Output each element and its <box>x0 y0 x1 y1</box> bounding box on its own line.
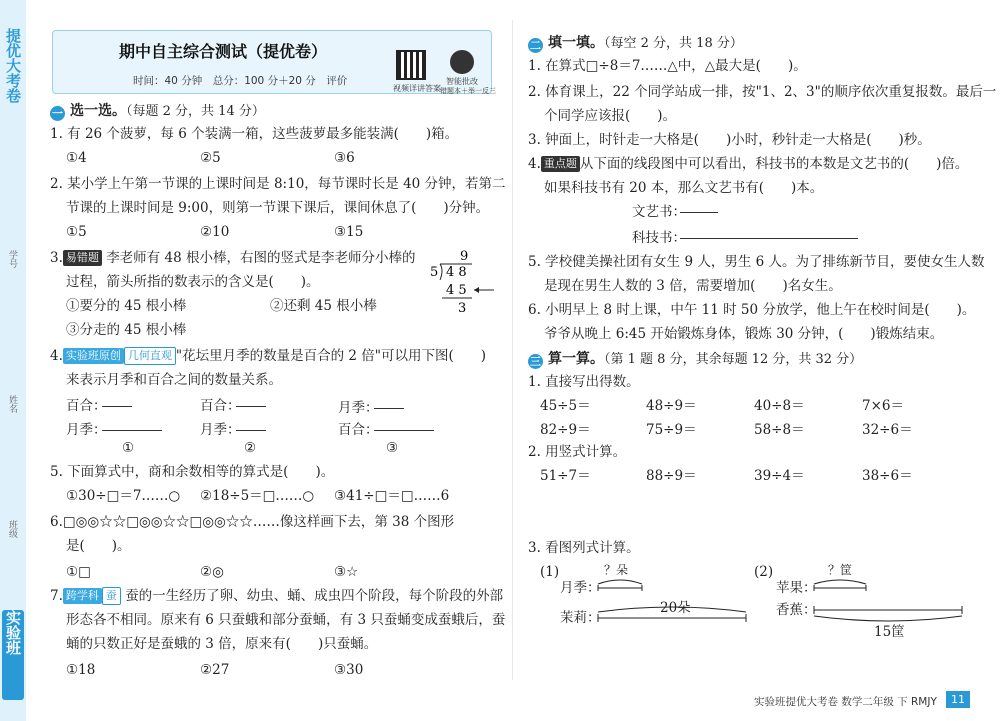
page-divider <box>512 20 513 680</box>
s1-q4-b-label2: 月季： <box>200 422 241 438</box>
s1-q4-c-label2: 百合： <box>338 422 379 438</box>
s3-p1-label-b: 茉莉： <box>560 610 601 626</box>
s1-q2-line2: 节课的上课时间是 9:00，则第一节课下课后，课间休息了( )分钟。 <box>66 200 490 216</box>
s3-q1-r1-a: 45÷5＝ <box>540 398 591 414</box>
s3-p1-total: 20朵 <box>660 600 691 616</box>
s1-q6-line1: 6.□◎◎☆☆□◎◎☆☆□◎◎☆☆……像这样画下去，第 38 个图形 <box>50 514 455 530</box>
s1-q5-opt-a: ①30÷□＝7……○ <box>66 488 181 504</box>
silkworm-tag: 蚕 <box>102 587 121 605</box>
s2-q4-bar-a <box>680 212 718 213</box>
qr-code-icon <box>396 50 426 80</box>
s1-q5-opt-b: ②18÷5＝□……○ <box>200 488 315 504</box>
s1-q4-c-label1: 月季： <box>338 400 379 416</box>
s2-q3: 3. 钟面上，时针走一大格是( )小时，秒针走一大格是( )秒。 <box>528 132 931 148</box>
s1-q3-opt-c: ③分走的 45 根小棒 <box>66 322 187 338</box>
s3-q1-r1-d: 7×6＝ <box>862 398 904 414</box>
s1-q4-opt-c: ③ <box>386 440 399 456</box>
s1-q4-a-label2: 月季： <box>66 422 107 438</box>
s3-p1-label-a: 月季： <box>560 580 601 596</box>
s1-q1-opt-c: ③6 <box>334 150 355 166</box>
qr-caption: 视频详讲答案 <box>393 84 441 93</box>
sidebar-brand: 提优大考卷 <box>4 28 22 103</box>
s1-q7-line3: 蛹的只数正好是蚕蛾的 3 倍，原来有( )只蚕蛹。 <box>66 636 378 652</box>
division-quotient: 9 <box>460 249 469 264</box>
s1-q1-opt-b: ②5 <box>200 150 221 166</box>
s1-q4-b-bar1 <box>236 406 266 407</box>
s1-q2-line1: 2. 某小学上午第一节课的上课时间是 8:10，每节课时长是 40 分钟，若第二 <box>50 176 506 192</box>
s1-q4-a-label1: 百合： <box>66 398 107 414</box>
s3-q2-title: 2. 用竖式计算。 <box>528 444 627 460</box>
s3-q1-r2-c: 58÷8＝ <box>754 422 805 438</box>
s1-q6-opt-b: ②◎ <box>200 564 224 580</box>
division-product: 4 5 <box>446 283 467 298</box>
s2-q2-line2: 个同学应该报( )。 <box>544 108 677 124</box>
s3-q2-d: 38÷6＝ <box>862 468 913 484</box>
section-3-icon: 三 <box>530 355 541 368</box>
s1-q1: 1. 有 26 个菠萝，每 6 个装满一箱，这些菠萝最多能装满( )箱。 <box>50 126 459 142</box>
s1-q4-line2: 来表示月季和百合之间的数量关系。 <box>66 372 282 388</box>
s3-p1-unknown: ？朵 <box>604 563 629 577</box>
s3-p2-total: 15筐 <box>874 624 905 640</box>
s3-q1-title: 1. 直接写出得数。 <box>528 374 640 390</box>
s1-q4-a-bar2 <box>102 430 162 431</box>
s2-q4-bar-b <box>680 238 858 239</box>
s3-q1-r1-b: 48÷9＝ <box>646 398 697 414</box>
s1-q3-opt-b: ②还剩 45 根小棒 <box>270 298 377 314</box>
sidebar-field-class: 班级 <box>7 520 17 538</box>
s1-q4-b-bar2 <box>236 430 266 431</box>
s1-q7-line1: 7. 跨学科 蚕 蚕的一生经历了卵、幼虫、蛹、成虫四个阶段，每个阶段的外部 <box>50 588 504 604</box>
s1-q5: 5. 下面算式中，商和余数相等的算式是( )。 <box>50 464 335 480</box>
test-meta: 时间：40 分钟 总分：100 分＋20 分 评价 <box>133 75 348 87</box>
s3-q2-c: 39÷4＝ <box>754 468 805 484</box>
s2-q4-line1: 4. 重点题 从下面的线段图中可以看出，科技书的本数是文艺书的( )倍。 <box>528 156 969 172</box>
s1-q7-opt-b: ②27 <box>200 662 230 678</box>
division-remainder: 3 <box>458 301 467 316</box>
s1-q7-line2: 形态各不相同。原来有 6 只蚕蛾和部分蚕蛹，有 3 只蚕蛹变成蚕蛾后，蚕 <box>66 612 506 628</box>
s1-q6-line2: 是( )。 <box>66 538 131 554</box>
s1-q4-c-bar1 <box>374 408 404 409</box>
s3-p2-num: (2) <box>754 564 774 580</box>
s1-q2-opt-c: ③15 <box>334 224 364 240</box>
section-2-title: 二 填一填。（每空 2 分，共 18 分） <box>530 35 743 52</box>
s3-q3-title: 3. 看图列式计算。 <box>528 540 640 556</box>
s1-q4-opt-a: ① <box>122 440 135 456</box>
s1-q1-opt-a: ①4 <box>66 150 87 166</box>
s2-q6-line1: 6. 小明早上 8 时上课，中午 11 时 50 分放学，他上午在校时间是( )。 <box>528 302 976 318</box>
smart-grading-icon <box>450 50 474 74</box>
original-tag: 实验班原创 <box>63 348 124 364</box>
division-dividend: 4 8 <box>446 265 467 280</box>
key-tag: 重点题 <box>541 156 580 172</box>
s1-q4-line1: 4. 实验班原创 几何直观 "花坛里月季的数量是百合的 2 倍"可以用下图( ) <box>50 348 487 364</box>
s3-p2-unknown: ？筐 <box>828 563 853 577</box>
s3-p2-label-a: 苹果： <box>776 580 817 596</box>
s1-q6-opt-a: ①□ <box>66 564 91 580</box>
sidebar-logo: 实验班 <box>2 610 24 700</box>
s1-q4-b-label1: 百合： <box>200 398 241 414</box>
error-prone-tag: 易错题 <box>63 250 102 266</box>
s2-q4-line2: 如果科技书有 20 本，那么文艺书有( )本。 <box>544 180 824 196</box>
s3-q2-b: 88÷9＝ <box>646 468 697 484</box>
section-2-icon: 二 <box>530 39 541 52</box>
s2-q4-label-b: 科技书： <box>632 230 686 246</box>
cross-subject-tag: 跨学科 <box>63 588 102 604</box>
s1-q7-opt-c: ③30 <box>334 662 364 678</box>
smart-caption: 智能批改 <box>446 77 478 86</box>
s3-q1-r2-b: 75÷9＝ <box>646 422 697 438</box>
s1-q3-line1: 3. 易错题 李老师有 48 根小棒，右图的竖式是李老师分小棒的 <box>50 250 416 266</box>
s2-q5-line2: 是现在男生人数的 3 倍，需要增加( )名女生。 <box>544 278 842 294</box>
s1-q7-opt-a: ①18 <box>66 662 96 678</box>
sidebar-field-name: 姓名 <box>7 395 17 413</box>
smart-sub: 错题本＋举一反三 <box>440 87 496 95</box>
page-title: 期中自主综合测试（提优卷） <box>118 42 327 61</box>
geometry-tag: 几何直观 <box>124 347 176 365</box>
division-divisor: 5 <box>430 265 439 280</box>
s1-q4-a-bar1 <box>102 406 132 407</box>
s2-q1: 1. 在算式□÷8＝7……△中，△最大是( )。 <box>528 58 807 74</box>
s3-q1-r1-c: 40÷8＝ <box>754 398 805 414</box>
s2-q4-label-a: 文艺书： <box>632 204 686 220</box>
s3-q2-a: 51÷7＝ <box>540 468 591 484</box>
section-1-title: 一 选一选。（每题 2 分，共 14 分） <box>52 103 265 120</box>
s1-q5-opt-c: ③41÷□＝□……6 <box>334 488 450 504</box>
section-1-icon: 一 <box>52 107 63 120</box>
s1-q6-opt-c: ③☆ <box>334 564 359 580</box>
s2-q6-line2: 爷爷从晚上 6:45 开始锻炼身体，锻炼 30 分钟，( )锻炼结束。 <box>544 326 944 342</box>
s3-q1-r2-d: 32÷6＝ <box>862 422 913 438</box>
s3-p1-num: (1) <box>540 564 560 580</box>
s2-q2-line1: 2. 体育课上，22 个同学站成一排，按"1、2、3"的顺序依次重复报数。最后一 <box>528 84 997 100</box>
footer-text: 实验班提优大考卷 数学二年级 下 RMJY <box>754 696 937 708</box>
division-figure <box>428 246 498 316</box>
s1-q2-opt-a: ①5 <box>66 224 87 240</box>
sidebar-field-id: 学号 <box>7 250 17 268</box>
s1-q3-opt-a: ①要分的 45 根小棒 <box>66 298 187 314</box>
s1-q3-line2: 过程，箭头所指的数表示的含义是( )。 <box>66 274 320 290</box>
s3-q1-r2-a: 82÷9＝ <box>540 422 591 438</box>
s2-q5-line1: 5. 学校健美操社团有女生 9 人，男生 6 人。为了排练新节目，要使女生人数 <box>528 254 985 270</box>
s3-p2-label-b: 香蕉： <box>776 602 817 618</box>
s1-q4-opt-b: ② <box>244 440 257 456</box>
s1-q4-c-bar2 <box>374 430 434 431</box>
s1-q2-opt-b: ②10 <box>200 224 230 240</box>
section-3-title: 三 算一算。（第 1 题 8 分，其余每题 12 分，共 32 分） <box>530 351 863 368</box>
page-number: 11 <box>946 691 970 708</box>
